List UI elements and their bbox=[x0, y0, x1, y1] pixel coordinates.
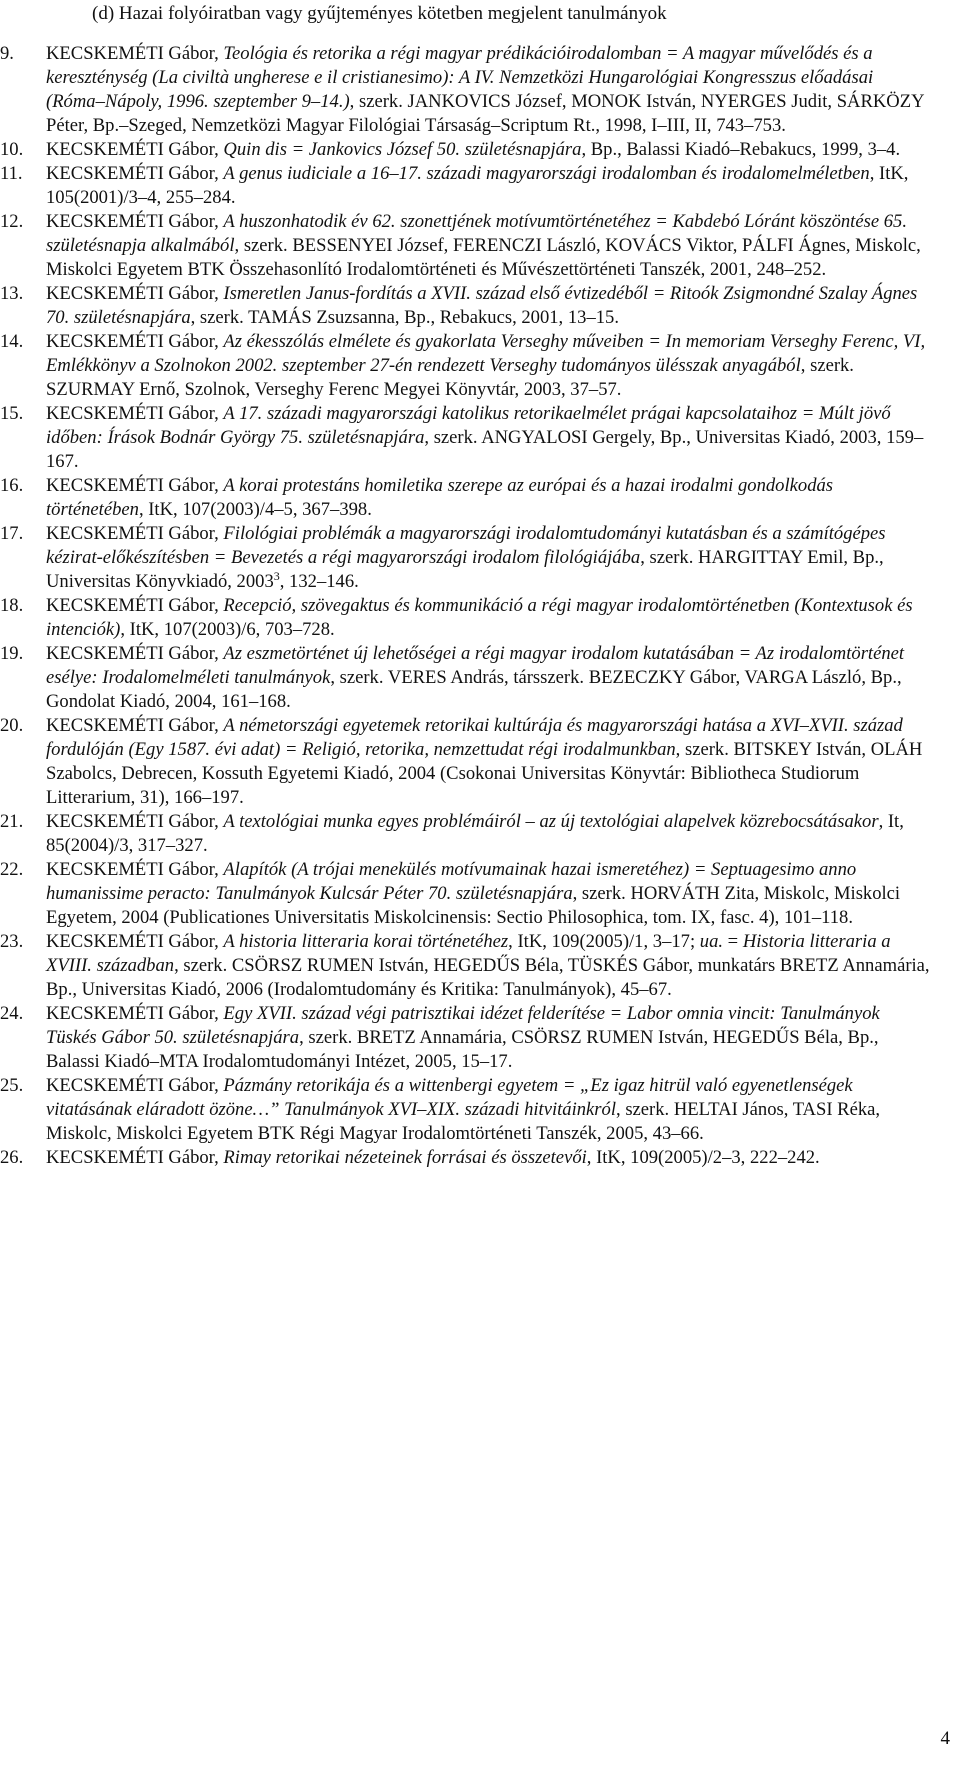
entry-text bbox=[46, 403, 923, 472]
bibliography-entry bbox=[0, 282, 934, 330]
entry-number: 11. bbox=[0, 163, 23, 184]
entry-number: 22. bbox=[0, 859, 24, 880]
entry-text bbox=[46, 859, 900, 928]
entry-title-italic: Filológiai problémák a magyarországi irodalomtudományi kutatásban és a számítógépes kézirat-előkészítésben = Bevezetés a régi magyarországi irodalom filológiájába bbox=[46, 523, 886, 568]
entry-text-segment: KECSKEMÉTI Gábor, bbox=[46, 1003, 224, 1024]
entry-text bbox=[46, 1147, 820, 1168]
entry-text-segment: , szerk. HELTAI János, TASI Réka, Miskolc, Miskolci Egyetem BTK Régi Magyar Irodalomtörténeti Tanszék, 2005, 43–66. bbox=[46, 1099, 881, 1144]
bibliography-entry bbox=[0, 474, 934, 522]
entry-number: 14. bbox=[0, 331, 24, 352]
entry-title-italic: Recepció, szövegaktus és kommunikáció a régi magyar irodalomtörténetben (Kontextusok és intenciók) bbox=[46, 595, 913, 640]
entry-title-italic: Alapítók (A trójai menekülés motívumainak hazai ismeretéhez) = Septuagesimo anno humanissime peracto: Tanulmányok Kulcsár Péter 70. születésnapjára bbox=[46, 859, 857, 904]
entry-text-segment: , szerk. TAMÁS Zsuzsanna, Bp., Rebakucs, 2001, 13–15. bbox=[190, 307, 619, 328]
entry-text-segment: KECSKEMÉTI Gábor, bbox=[46, 595, 224, 616]
entry-number: 18. bbox=[0, 595, 24, 616]
entry-title-italic: A huszonhatodik év 62. szonettjének motívumtörténetéhez = Kabdebó Lóránt köszöntése 65. születésnapja alkalmából bbox=[46, 211, 907, 256]
entry-text-segment: KECSKEMÉTI Gábor, bbox=[46, 403, 224, 424]
entry-title-italic: Teológia és retorika a régi magyar prédikációirodalomban = A magyar művelődés és a kereszténység (La civiltà ungherese e il cristianesimo): A IV. Nemzetközi Hungarológiai Kongresszus előadásai (Róma–Nápoly, 1996. szeptember 9–14.) bbox=[46, 43, 874, 112]
entry-text bbox=[46, 43, 924, 136]
entry-text-segment: KECSKEMÉTI Gábor, bbox=[46, 643, 224, 664]
bibliography-entry bbox=[0, 810, 934, 858]
bibliography-entry bbox=[0, 42, 934, 138]
entry-number: 16. bbox=[0, 475, 24, 496]
entry-text-segment: KECSKEMÉTI Gábor, bbox=[46, 715, 224, 736]
entry-text-segment: , szerk. ANGYALOSI Gergely, Bp., Universitas Kiadó, 2003, 159–167. bbox=[46, 427, 924, 472]
entry-text-segment: KECSKEMÉTI Gábor, bbox=[46, 859, 224, 880]
entry-title-italic: A 17. századi magyarországi katolikus retorikaelmélet prágai kapcsolataihoz = Múlt jövő időben: Írások Bodnár György 75. születésnapjára bbox=[46, 403, 891, 448]
entry-number: 19. bbox=[0, 643, 24, 664]
entry-number: 15. bbox=[0, 403, 24, 424]
entry-title-italic: Historia litteraria a XVIII. században bbox=[46, 931, 891, 976]
entry-number: 9. bbox=[0, 43, 14, 64]
entry-text-segment: , szerk. BRETZ Annamária, CSÖRSZ RUMEN István, HEGEDŰS Béla, Bp., Balassi Kiadó–MTA Irodalomtudományi Intézet, 2005, 15–17. bbox=[46, 1027, 879, 1072]
entry-number: 24. bbox=[0, 1003, 24, 1024]
entry-title-italic: Pázmány retorikája és a wittenbergi egyetem = „Ez igaz hitrül való egyenetlenségek vitatásának eláradott özöne…” Tanulmányok XVI–XIX. századi hitvitáinkról bbox=[46, 1075, 853, 1120]
entry-text-segment: , szerk. SZURMAY Ernő, Szolnok, Verseghy Ferenc Megyei Könyvtár, 2003, 37–57. bbox=[46, 355, 854, 400]
entry-text bbox=[46, 811, 904, 856]
entry-text bbox=[46, 595, 913, 640]
entry-title-italic: Az eszmetörténet új lehetőségei a régi magyar irodalom kutatásában = Az irodalomtörténet esélye: Irodalomelméleti tanulmányok bbox=[46, 643, 905, 688]
entry-title-italic: A korai protestáns homiletika szerepe az európai és a hazai irodalmi gondolkodás történetében bbox=[46, 475, 834, 520]
entry-number: 25. bbox=[0, 1075, 24, 1096]
bibliography-entry bbox=[0, 330, 934, 402]
entry-number: 10. bbox=[0, 139, 24, 160]
entry-text-segment: KECSKEMÉTI Gábor, bbox=[46, 931, 224, 952]
entry-text-segment: KECSKEMÉTI Gábor, bbox=[46, 43, 224, 64]
bibliography-entry bbox=[0, 1146, 934, 1170]
entry-text-segment: KECSKEMÉTI Gábor, bbox=[46, 1147, 224, 1168]
bibliography-entry bbox=[0, 858, 934, 930]
entry-text bbox=[46, 1075, 880, 1144]
entry-number: 21. bbox=[0, 811, 24, 832]
entry-text-segment: KECSKEMÉTI Gábor, bbox=[46, 283, 224, 304]
entry-text bbox=[46, 1003, 880, 1072]
entry-text-segment: , szerk. JANKOVICS József, MONOK István, NYERGES Judit, SÁRKÖZY Péter, Bp.–Szeged, Nemzetközi Magyar Filológiai Társaság–Scriptum Rt., 1998, I–III, II, 743–753. bbox=[46, 91, 924, 136]
entry-text bbox=[46, 139, 900, 160]
entry-text bbox=[46, 163, 908, 208]
bibliography-entry bbox=[0, 210, 934, 282]
bibliography-entry bbox=[0, 162, 934, 210]
entry-title-italic: Egy XVII. század végi patrisztikai idézet felderítése = Labor omnia vincit: Tanulmányok Tüskés Gábor 50. születésnapjára bbox=[46, 1003, 880, 1048]
entry-text-segment: , ItK, 107(2003)/6, 703–728. bbox=[120, 619, 335, 640]
entry-title-italic: ua. bbox=[699, 931, 724, 952]
entry-text-segment: KECSKEMÉTI Gábor, bbox=[46, 331, 224, 352]
entry-text-segment: , szerk. VERES András, társszerk. BEZECZKY Gábor, VARGA László, Bp., Gondolat Kiadó, 2004, 161–168. bbox=[46, 667, 902, 712]
bibliography-entry bbox=[0, 522, 934, 594]
entry-text-segment: , szerk. BITSKEY István, OLÁH Szabolcs, Debrecen, Kossuth Egyetemi Kiadó, 2004 (Csokonai Universitas Könyvtár: Bibliotheca Studiorum Litterarium, 31), 166–197. bbox=[46, 739, 923, 808]
entry-text bbox=[46, 331, 925, 400]
entry-number: 17. bbox=[0, 523, 24, 544]
page-number: 4 bbox=[940, 1728, 950, 1749]
entry-title-italic: A genus iudiciale a 16–17. századi magyarországi irodalomban és irodalomelméletben bbox=[223, 163, 870, 184]
bibliography-entry bbox=[0, 138, 934, 162]
entry-text-segment: , szerk. CSÖRSZ RUMEN István, HEGEDŰS Béla, TÜSKÉS Gábor, munkatárs BRETZ Annamária, Bp., Universitas Kiadó, 2006 (Irodalomtudomány és Kritika: Tanulmányok), 45–67. bbox=[46, 955, 930, 1000]
bibliography-entry bbox=[0, 1002, 934, 1074]
entry-title-italic: Ismeretlen Janus-fordítás a XVII. század első évtizedéből = Ritoók Zsigmondné Szalay Ágnes 70. születésnapjára bbox=[46, 283, 918, 328]
entry-text bbox=[46, 211, 921, 280]
entry-text-segment: KECSKEMÉTI Gábor, bbox=[46, 475, 224, 496]
entry-text-segment: KECSKEMÉTI Gábor, bbox=[46, 163, 224, 184]
bibliography-list bbox=[0, 42, 960, 1170]
entry-text-segment: KECSKEMÉTI Gábor, bbox=[46, 1075, 224, 1096]
entry-text bbox=[46, 523, 886, 592]
entry-text-segment: , szerk. HARGITTAY Emil, Bp., Universitas Könyvkiadó, 2003 bbox=[46, 547, 884, 592]
entry-text-segment: , 132–146. bbox=[279, 571, 359, 592]
entry-text-segment: , ItK, 109(2005)/2–3, 222–242. bbox=[586, 1147, 820, 1168]
bibliography-entry bbox=[0, 402, 934, 474]
entry-text-segment: KECSKEMÉTI Gábor, bbox=[46, 811, 224, 832]
entry-text-segment: KECSKEMÉTI Gábor, bbox=[46, 523, 224, 544]
entry-number: 26. bbox=[0, 1147, 24, 1168]
entry-text bbox=[46, 283, 917, 328]
bibliography-entry bbox=[0, 594, 934, 642]
entry-text-segment: , It, 85(2004)/3, 317–327. bbox=[46, 811, 904, 856]
entry-text-segment: KECSKEMÉTI Gábor, bbox=[46, 211, 224, 232]
entry-text bbox=[46, 931, 930, 1000]
entry-text-segment: , ItK, 107(2003)/4–5, 367–398. bbox=[138, 499, 372, 520]
entry-superscript: 3 bbox=[273, 568, 280, 583]
entry-title-italic: A németországi egyetemek retorikai kultúrája és magyarországi hatása a XVI–XVII. század fordulóján (Egy 1587. évi adat) = Religió, retorika, nemzettudat régi irodalmunkban bbox=[46, 715, 903, 760]
entry-text-segment: = bbox=[723, 931, 743, 952]
entry-text-segment: , szerk. BESSENYEI József, FERENCZI László, KOVÁCS Viktor, PÁLFI Ágnes, Miskolc, Miskolci Egyetem BTK Összehasonlító Irodalomtörténeti és Művészettörténeti Tanszék, 2001, 248–252. bbox=[46, 235, 921, 280]
bibliography-entry bbox=[0, 642, 934, 714]
entry-title-italic: A historia litteraria korai történetéhez bbox=[223, 931, 509, 952]
section-heading: (d) Hazai folyóiratban vagy gyűjteményes kötetben megjelent tanulmányok bbox=[92, 3, 667, 24]
entry-text-segment: , szerk. HORVÁTH Zita, Miskolc, Miskolci Egyetem, 2004 (Publicationes Universitatis Miskolcinensis: Sectio Philosophica, tom. IX, fasc. 4), 101–118. bbox=[46, 883, 901, 928]
entry-text-segment: , ItK, 109(2005)/1, 3–17; bbox=[508, 931, 700, 952]
entry-title-italic: A textológiai munka egyes problémáiról – az új textológiai alapelvek közrebocsátásakor bbox=[223, 811, 879, 832]
entry-text bbox=[46, 715, 922, 808]
bibliography-entry bbox=[0, 930, 934, 1002]
entry-number: 20. bbox=[0, 715, 24, 736]
entry-text-segment: KECSKEMÉTI Gábor, bbox=[46, 139, 224, 160]
bibliography-entry bbox=[0, 1074, 934, 1146]
entry-text-segment: , ItK, 105(2001)/3–4, 255–284. bbox=[46, 163, 909, 208]
entry-text bbox=[46, 643, 904, 712]
entry-text bbox=[46, 475, 833, 520]
entry-title-italic: Az ékesszólás elmélete és gyakorlata Verseghy műveiben = In memoriam Verseghy Ferenc, VI, Emlékkönyv a Szolnokon 2002. szeptember 27-én rendezett Verseghy tudományos ülésszak anyagából bbox=[46, 331, 926, 376]
entry-title-italic: Quin dis = Jankovics József 50. születésnapjára bbox=[223, 139, 582, 160]
entry-number: 23. bbox=[0, 931, 24, 952]
entry-number: 13. bbox=[0, 283, 24, 304]
entry-number: 12. bbox=[0, 211, 24, 232]
entry-text-segment: , Bp., Balassi Kiadó–Rebakucs, 1999, 3–4. bbox=[581, 139, 901, 160]
bibliography-entry bbox=[0, 714, 934, 810]
entry-title-italic: Rimay retorikai nézeteinek forrásai és összetevői bbox=[223, 1147, 587, 1168]
